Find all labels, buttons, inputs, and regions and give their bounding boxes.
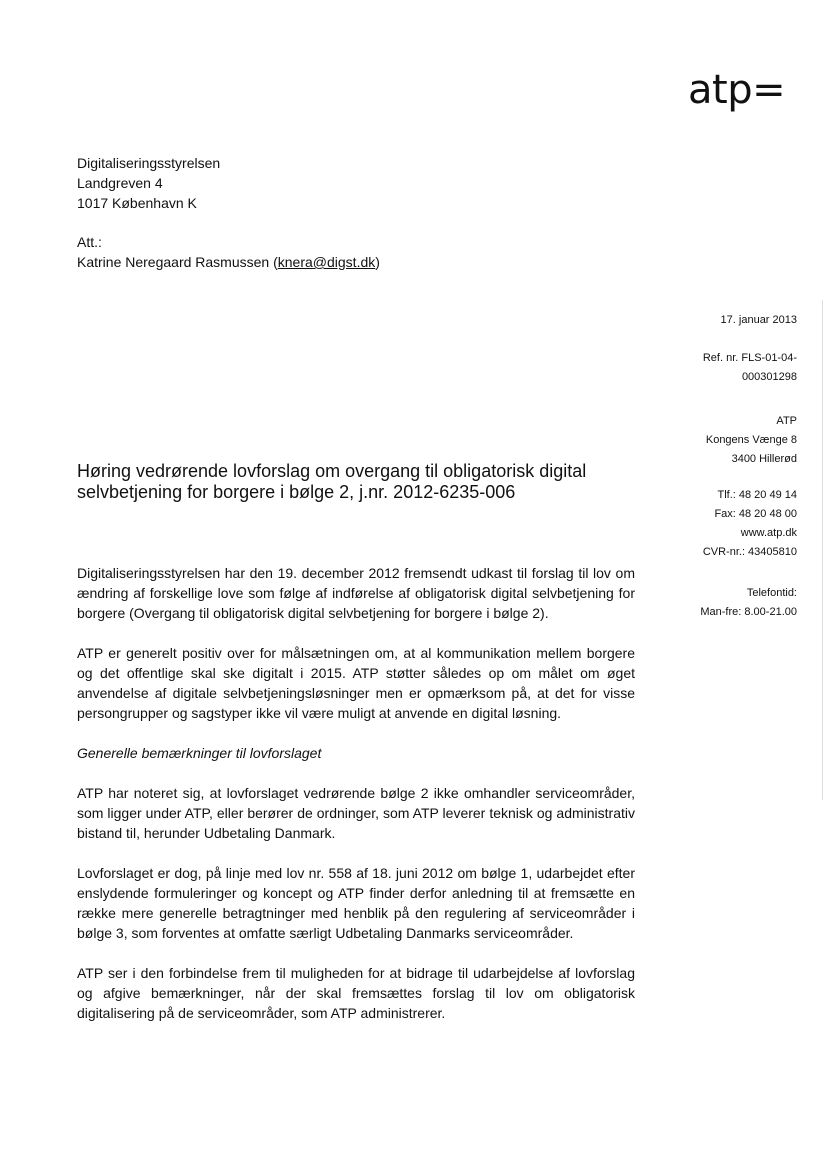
sender-street: Kongens Vænge 8 — [705, 434, 797, 446]
attention-contact — [77, 252, 380, 272]
body-paragraph-3: ATP har noteret sig, at lovforslaget vedrørende bølge 2 ikke omhandler serviceområder, som ligger under ATP, eller berører de ordninger, som ATP leverer teknisk og administrativ bistand til, herunder Udbetaling Danmark. — [77, 785, 635, 841]
phone-hours-value: Man-fre: 8.00-21.00 — [700, 606, 797, 618]
attention-block — [77, 232, 380, 272]
sender-website-link[interactable]: www.atp.dk — [740, 527, 797, 539]
reference-line-1: Ref. nr. FLS-01-04- — [702, 352, 797, 364]
attention-email-link[interactable]: knera@digst.dk — [277, 254, 376, 270]
body-paragraph-4: Lovforslaget er dog, på linje med lov nr. 558 af 18. juni 2012 om bølge 1, udarbejdet efter enslydende formuleringer og koncept og ATP finder derfor anledning til at fremsætte en række mere generelle betragtninger med henblik på den regulering af serviceområder i bølge 3, som forventes at omfatte særligt Udbetaling Danmarks serviceområder. — [77, 865, 635, 941]
recipient-address — [77, 153, 220, 213]
reference-line-2: 000301298 — [741, 371, 797, 383]
body-paragraph-1: Digitaliseringsstyrelsen har den 19. december 2012 fremsendt udkast til forslag til lov om ændring af forskellige love som følge af indførelse af obligatorisk digital selvbetjening for borgere (Overgang til obligatorisk digital selvbetjening for borgere i bølge 2). — [77, 565, 635, 621]
sender-address — [647, 412, 797, 469]
attention-label: Att.: — [77, 234, 102, 250]
phone-hours-label: Telefontid: — [746, 587, 797, 599]
body-paragraph-2: ATP er generelt positiv over for målsætningen om, at al kommunikation mellem borgere og det offentlige skal ske digitalt i 2015. ATP støtter således op om målet om øget anvendelse af digitale selvbetjeningsløsninger men er opmærksom på, at det for visse persongrupper og sagstyper ikke vil være muligt at anvende en digital løsning. — [77, 645, 635, 721]
reference-number — [647, 349, 797, 387]
recipient-city: 1017 København K — [77, 195, 197, 211]
date-text: 17. januar 2013 — [720, 314, 797, 326]
letter-title — [77, 461, 637, 503]
attention-close-paren: ) — [375, 254, 380, 270]
recipient-organisation: Digitaliseringsstyrelsen — [77, 155, 221, 171]
sender-phone: Tlf.: 48 20 49 14 — [717, 489, 797, 501]
attention-name: Katrine Neregaard Rasmussen ( — [77, 254, 278, 270]
body-paragraph-5: ATP ser i den forbindelse frem til muligheden for at bidrage til udarbejdelse af lovforslag og afgive bemærkninger, når der skal fremsættes forslag til lov om obligatorisk digitalisering på de serviceområder, som ATP administrerer. — [77, 965, 635, 1021]
letter-body — [77, 563, 635, 1043]
page-edge-line — [822, 300, 823, 800]
phone-hours — [647, 584, 797, 622]
sender-name: ATP — [776, 415, 797, 427]
title-line-1: Høring vedrørende lovforslag om overgang til obligatorisk digital — [77, 461, 587, 481]
recipient-street: Landgreven 4 — [77, 175, 163, 191]
sender-fax: Fax: 48 20 48 00 — [714, 508, 797, 520]
letter-date — [647, 311, 797, 330]
sender-cvr: CVR-nr.: 43405810 — [702, 546, 797, 558]
atp-logo: atp= — [688, 67, 786, 113]
section-heading: Generelle bemærkninger til lovforslaget — [77, 745, 322, 761]
sender-contact — [647, 486, 797, 562]
title-line-2: selvbetjening for borgere i bølge 2, j.nr. 2012-6235-006 — [77, 482, 516, 502]
sender-city: 3400 Hillerød — [731, 453, 797, 465]
